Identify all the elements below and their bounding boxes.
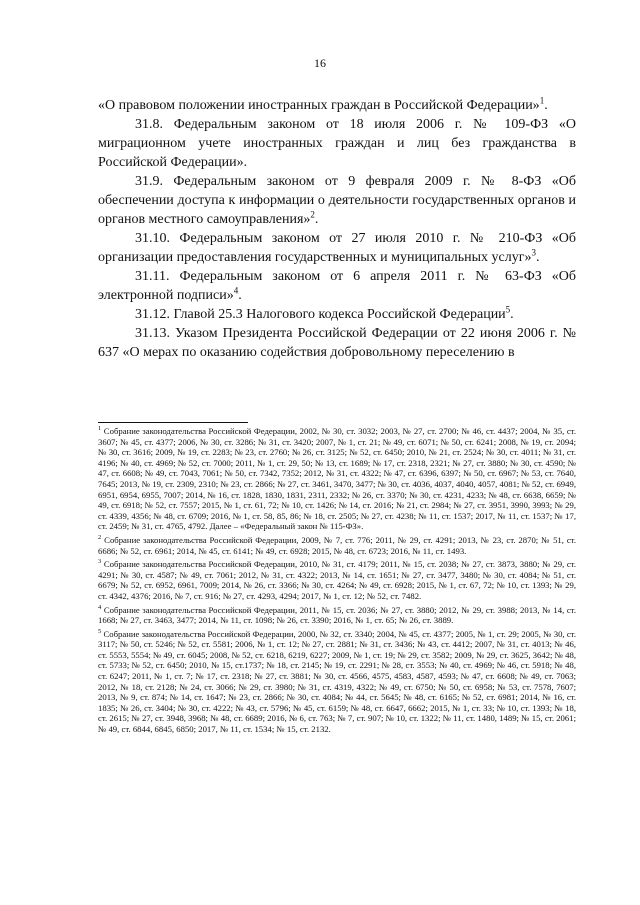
page-number: 16 [314,56,326,70]
footnotes [98,426,576,738]
paragraph-31-10: 31.10. Федеральным законом от 27 июля 2010 г. № 210-ФЗ «Об организации предоставления государственных и муниципальных услуг»$^3$. [98,231,576,265]
paragraph-31-9: 31.9. Федеральным законом от 9 февраля 2009 г. № 8-ФЗ «Об обеспечении доступа к информации о деятельности государственных органов и органов местного самоуправления»$^2$. [98,174,576,227]
footnote-3: $^3$ Собрание законодательства Российской Федерации, 2010, № 31, ст. 4179; 2011, № 15, ст. 2038; № 27, ст. 3873, 3880; № 29, ст. 4291; № 30, ст. 4587; № 49, ст. 7061; 2012, № 31, ст. 4322; 2013, № 14, ст. 1651; № 27, ст. 3477, 3480; № 30, ст. 4084; № 51, ст. 6679; № 52, ст. 6952, 6961, 7009; 2014, № 26, ст. 3366; № 30, ст. 4264; № 49, ст. 6928; 2015, № 1, ст. 67, 72; № 10, ст. 1393; № 29, ст. 4342, 4376; 2016, № 7, ст. 916; № 27, ст. 4293, 4294; 2017, № 1, ст. 12; № 52, ст. 7482. [98,558,576,601]
footnote-ref[interactable]: 2 [310,209,315,220]
footnote-ref[interactable]: 5 [505,304,511,315]
footnote-1: $^1$ Собрание законодательства Российской Федерации, 2002, № 30, ст. 3032; 2003, № 27, ст. 2700; № 46, ст. 4437; 2004, № 35, ст. 3607; № 45, ст. 4377; 2006, № 30, ст. 3286; № 31, ст. 3420; 2007, № 1, ст. 21; № 49, ст. 6071; № 50, ст. 6241; 2008, № 19, ст. 2094; № 30, ст. 3616; 2009, № 19, ст. 2283; № 23, ст. 2760; № 26, ст. 3125; № 52, ст. 6450; 2010, № 21, ст. 2524; № 30, ст. 4011; № 31, ст. 4196; № 40, ст. 4969; № 52, ст. 7000; 2011, № 1, ст. 29, 50; № 13, ст. 1689; № 17, ст. 2318, 2321; № 27, ст. 3880; № 30, ст. 4590; № 47, ст. 6608; № 49, ст. 7043, 7061; № 50, ст. 7342, 7352; 2012, № 31, ст. 4322; № 47, ст. 6396, 6397; № 50, ст. 6967; № 53, ст. 7640, 7645; 2013, № 19, ст. 2309, 2310; № 23, ст. 2866; № 27, ст. 3461, 3470, 3477; № 30, ст. 4036, 4037, 4040, 4057, 4081; № 52, ст. 6949, 6951, 6954, 6955, 7007; 2014, № 16, ст. 1828, 1830, 1831, 2311, 2332; № 26, ст. 3370; № 30, ст. 4231, 4233; № 48, ст. 6638, 6659; № 49, ст. 6918; № 52, ст. 7557; 2015, № 1, ст. 61, 72; № 10, ст. 1426; № 14, ст. 2016; № 21, ст. 2984; № 27, ст. 3951, 3990, 3993; № 29, ст. 4339, 4356; № 48, ст. 6709; 2016, № 1, ст. 58, 85, 86; № 18, ст. 2505; № 27, ст. 4238; № 11, ст. 1537; 2017, № 11, ст. 1537; № 17, ст. 2459; № 31, ст. 4765, 4792. Далее – «Федеральный закон № 115-ФЗ». [98,425,576,532]
footnote-divider [98,422,248,423]
footnote-ref[interactable]: 3 [531,247,536,258]
footnote-4: $^4$ Собрание законодательства Российской Федерации, 2011, № 15, ст. 2036; № 27, ст. 3880; 2012, № 29, ст. 3988; 2013, № 14, ст. 1668; № 27, ст. 3463, 3477; 2014, № 11, ст. 1098; № 26, ст. 3390; 2016, № 1, ст. 65; № 26, ст. 3889. [98,603,576,626]
main-text [98,96,576,362]
footnote-5: $^5$ Собрание законодательства Российской Федерации, 2000, № 32, ст. 3340; 2004, № 45, ст. 4377; 2005, № 1, ст. 29; 2005, № 30, ст. 3117; № 50, ст. 5246; № 52, ст. 5581; 2006, № 1, ст. 12; № 27, ст. 2881; № 31, ст. 3436; № 43, ст. 4412; 2007, № 31, ст. 4013; № 46, ст. 5553, 5554; № 49, ст. 6045; 2008, № 52, ст. 6218, 6219, 6227; 2009, № 1, ст. 19; № 29, ст. 3582; 2009, № 29, ст. 3625, 3642; № 48, ст. 5733; № 52, ст. 6450; 2010, № 15, ст.1737; № 18, ст. 2145; № 19, ст. 2291; № 28, ст. 3553; № 40, ст. 4969; № 46, ст. 5918; № 48, ст. 6247; 2011, № 1, ст. 7; № 17, ст. 2318; № 27, ст. 3881; № 30, ст. 4566, 4575, 4583, 4587, 4593; № 47, ст. 6608; № 49, ст. 7063; 2012, № 18, ст. 2128; № 24, ст. 3066; № 29, ст. 3980; № 31, ст. 4319, 4322; № 49, ст. 6750; № 50, ст. 6958; № 53, ст. 7578, 7607; 2013, № 9, ст. 874; № 14, ст. 1647; № 23, ст. 2866; № 30, ст. 4084; № 44, ст. 5645; № 48, ст. 6165; № 52, ст. 6981; 2014, № 16, ст. 1835; № 26, ст. 3404; № 30, ст. 4222; № 43, ст. 5796; № 45, ст. 6159; № 48, ст. 6647, 6662; 2015, № 1, ст. 33; № 10, ст. 1393; № 18, ст. 2615; № 27, ст. 3948, 3968; № 48, ст. 6689; 2016, № 6, ст. 763; № 7, ст. 907; № 10, ст. 1322; № 11, ст. 1480, 1489; № 15, ст. 2061; № 49, ст. 6844, 6845, 6850; 2017, № 11, ст. 1534; № 15, ст. 2132. [98,627,576,735]
footnote-ref[interactable]: 4 [233,285,239,296]
footnote-ref[interactable]: 1 [539,95,545,106]
footnote-2: $^2$ Собрание законодательства Российской Федерации, 2009, № 7, ст. 776; 2011, № 29, ст. 4291; 2013, № 23, ст. 2870; № 51, ст. 6686; № 52, ст. 6961; 2014, № 45, ст. 6141; № 49, ст. 6928; 2015, № 48, ст. 6723; 2016, № 11, ст. 1493. [98,534,576,556]
paragraph-continuation: «О правовом положении иностранных граждан в Российской Федерации»$^1$. [98,95,548,113]
paragraph-31-11: 31.11. Федеральным законом от 6 апреля 2011 г. № 63-ФЗ «Об электронной подписи»$^4$. [98,269,576,303]
paragraph-31-8: 31.8. Федеральным законом от 18 июля 2006 г. № 109-ФЗ «О миграционном учете иностранных граждан и лиц без гражданства в Российской Федерации». [98,117,576,170]
paragraph-31-13: 31.13. Указом Президента Российской Федерации от 22 июня 2006 г. № 637 «О мерах по оказанию содействия добровольному переселению в [98,326,576,360]
paragraph-31-12: 31.12. Главой 25.3 Налогового кодекса Российской Федерации$^5$. [135,304,514,322]
